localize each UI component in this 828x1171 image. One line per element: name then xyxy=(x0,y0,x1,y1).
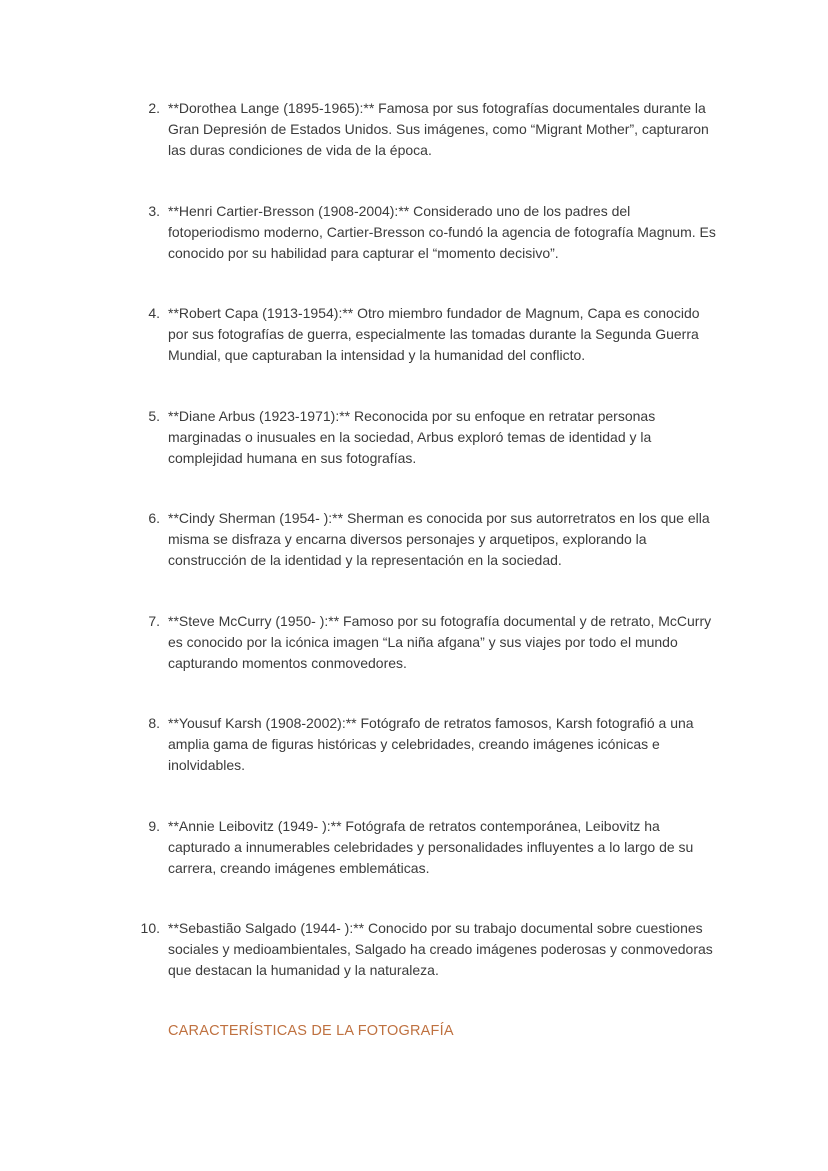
list-item-number: 4. xyxy=(148,305,160,321)
list-item-number: 9. xyxy=(148,817,160,834)
list-item-text: **Steve McCurry (1950- ):** Famoso por su fotografía documental y de retrato, McCurry es conocido por la icónica imagen “La niña afgana” y sus viajes por todo el mundo capturando momentos conmovedores. xyxy=(168,612,712,671)
page-content xyxy=(136,98,721,1042)
list-item-text: **Cindy Sherman (1954- ):** Sherman es conocida por sus autorretratos en los que ella misma se disfraza y encarna diversos personajes y arquetipos, explorando la construcción de la identidad y la representación en la sociedad. xyxy=(168,510,710,568)
list-item-text: **Annie Leibovitz (1949- ):** Fotógrafa de retratos contemporánea, Leibovitz ha capturado a innumerables celebridades y personalidades influyentes a lo largo de su carrera, creando imágenes emblemáticas. xyxy=(168,817,694,876)
list-item-text: **Robert Capa (1913-1954):** Otro miembro fundador de Magnum, Capa es conocido por sus fotografías de guerra, especialmente las tomadas durante la Segunda Guerra Mundial, que capturaban la intensidad y la humanidad del conflicto. xyxy=(168,305,700,363)
list-item xyxy=(136,201,721,264)
list-item-number: 8. xyxy=(148,715,160,731)
list-item xyxy=(136,406,721,469)
list-item-number: 5. xyxy=(148,407,160,424)
list-item-text: **Sebastião Salgado (1944- ):** Conocido por su trabajo documental sobre cuestiones sociales y medioambientales, Salgado ha creado imágenes poderosas y conmovedoras que destacan la humanidad y la naturaleza. xyxy=(168,920,713,978)
list-item xyxy=(136,98,721,161)
list-item-number: 3. xyxy=(148,202,160,219)
list-item-text: **Yousuf Karsh (1908-2002):** Fotógrafo de retratos famosos, Karsh fotografió a una amplia gama de figuras históricas y celebridades, creando imágenes icónicas e inolvidables. xyxy=(168,715,694,773)
list-item-text: **Henri Cartier-Bresson (1908-2004):** Considerado uno de los padres del fotoperiodismo moderno, Cartier-Bresson co-fundó la agencia de fotografía Magnum. Es conocido por su habilidad para capturar el “momento decisivo”. xyxy=(168,202,716,261)
list-item xyxy=(136,713,721,776)
list-item-number: 6. xyxy=(148,510,160,526)
list-item-number: 2. xyxy=(148,100,160,116)
list-item-text: **Dorothea Lange (1895-1965):** Famosa por sus fotografías documentales durante la Gran Depresión de Estados Unidos. Sus imágenes, como “Migrant Mother”, capturaron las duras condiciones de vida de la época. xyxy=(168,100,709,158)
list-item xyxy=(136,816,721,879)
list-item-number: 7. xyxy=(148,612,160,629)
section-heading: CARACTERÍSTICAS DE LA FOTOGRAFÍA xyxy=(168,1022,454,1039)
list-item xyxy=(136,918,721,981)
list-item-number: 10. xyxy=(140,920,160,936)
list-item xyxy=(136,508,721,571)
list-item xyxy=(136,611,721,674)
list-item-text: **Diane Arbus (1923-1971):** Reconocida por su enfoque en retratar personas marginadas o inusuales en la sociedad, Arbus exploró temas de identidad y la complejidad humana en sus fotografías. xyxy=(168,407,656,466)
list-item xyxy=(136,303,721,366)
